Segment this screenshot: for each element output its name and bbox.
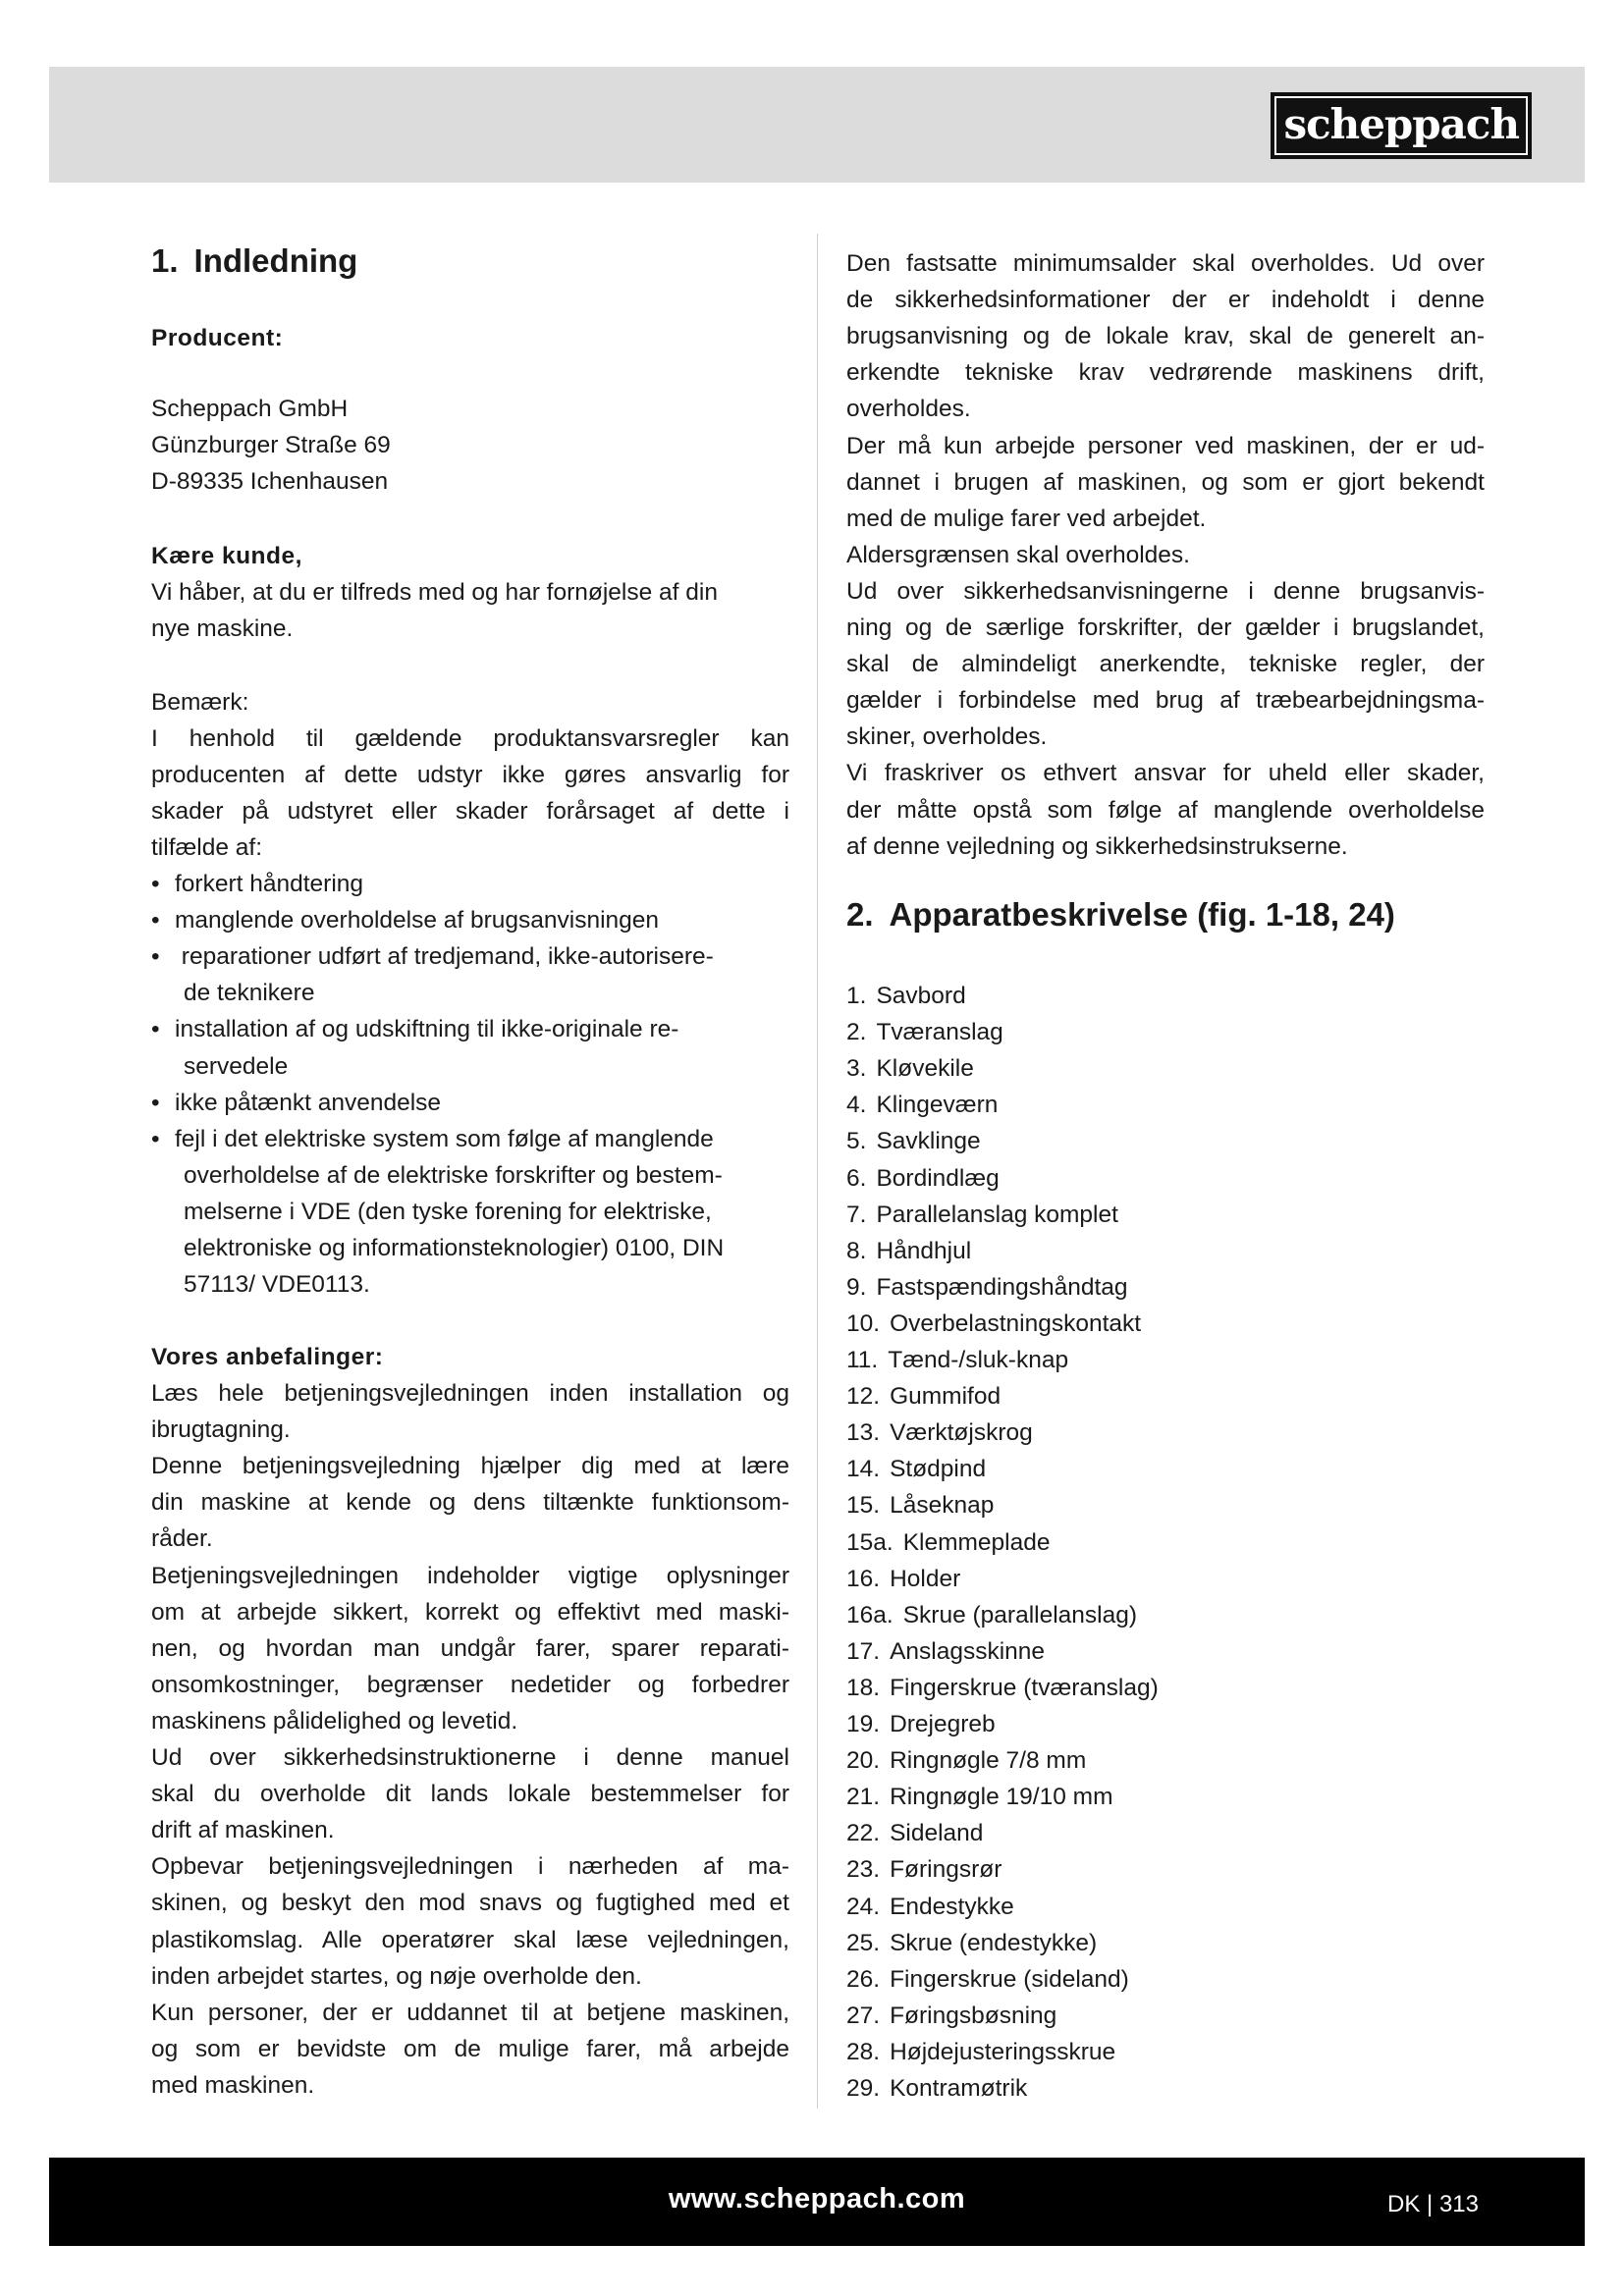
bullet-text: 57113/ VDE0113. [184,1271,370,1299]
recommendation-line: skinen, og beskyt den mod snavs og fugtighed med et [151,1890,789,1917]
recommendation-line: ibrugtagning. [151,1416,291,1444]
part-number: 8. [846,1237,867,1264]
recommendation-line: og som er bevidste om de mulige farer, må arbejde [151,2035,789,2062]
part-item [846,1961,1129,1998]
safety-line: gælder i forbindelse med brug af træbearbejdningsma- [846,687,1485,715]
part-item [846,1742,1086,1779]
bullet-continuation [151,1230,724,1266]
section-heading-2: 2. Apparatbeskrivelse (fig. 1-18, 24) [846,896,1395,933]
safety-line: der måtte opstå som følge af manglende overholdelse [846,796,1485,824]
part-name: Overbelastningskontakt [890,1309,1142,1337]
part-number: 2. [846,1019,867,1046]
part-name: Klemmeplade [902,1528,1051,1556]
bullet-text: installation af og udskiftning til ikke-originale re- [175,1016,679,1043]
recommendation-line: onsomkostninger, begrænser nedetider og forbedrer [151,1671,789,1698]
intro-line: nye maskine. [151,615,294,643]
recommendation-line: råder. [151,1525,213,1553]
bullet-text: servedele [184,1052,289,1080]
recommendation-line: nen, og hvordan man undgår farer, sparer reparati- [151,1634,789,1662]
part-number: 21. [846,1784,881,1811]
producer-label: Producent: [151,325,284,351]
part-number: 25. [846,1929,881,1956]
part-name: Fingerskrue (sideland) [890,1965,1129,1993]
safety-line: Ud over sikkerhedsanvisningerne i denne brugsanvis- [846,577,1485,605]
bullet-item [151,902,659,938]
part-item [846,1706,996,1742]
part-name: Skrue (endestykke) [890,1929,1098,1956]
part-name: Savbord [876,983,966,1009]
safety-line: ning og de særlige forskrifter, der gælder i brugslandet, [846,614,1485,641]
part-name: Anslagsskinne [890,1637,1046,1665]
part-number: 6. [846,1164,867,1192]
part-name: Drejegreb [890,1711,996,1737]
note-label: Bemærk: [151,689,249,716]
part-name: Kontramøtrik [890,2075,1028,2102]
part-name: Låseknap [890,1492,995,1520]
part-number: 19. [846,1711,881,1737]
safety-line: Vi fraskriver os ethvert ansvar for uheld eller skader, [846,760,1485,787]
part-item [846,1087,998,1123]
part-name: Føringsbøsning [890,2002,1057,2029]
bullet-continuation [151,975,314,1011]
safety-line: af denne vejledning og sikkerhedsinstrukserne. [846,832,1348,860]
part-name: Parallelanslag komplet [876,1201,1118,1228]
safety-line: brugsanvisning og de lokale krav, skal de generelt an- [846,323,1485,350]
part-number: 28. [846,2038,881,2065]
part-item [846,1451,986,1487]
bullet-item [151,1011,678,1047]
scheppach-logo: scheppach [1271,92,1532,159]
part-item [846,978,966,1014]
page-footer [49,2158,1585,2246]
section-heading-1: 1. Indledning [151,242,358,279]
address-line: Günzburger Straße 69 [151,432,391,459]
safety-line: overholdes. [846,396,971,423]
part-name: Fingerskrue (tværanslag) [890,1674,1159,1701]
recommendation-line: Læs hele betjeningsvejledningen inden installation og [151,1380,789,1407]
bullet-text: elektroniske og informationsteknologier) 0100, DIN [184,1235,725,1261]
part-number: 16. [846,1565,881,1592]
address-line: Scheppach GmbH [151,396,349,422]
safety-line: erkendte tekniske krav vedrørende maskinens drift, [846,359,1485,387]
bullet-continuation [151,1157,723,1194]
part-number: 18. [846,1674,881,1701]
bullet-text: ikke påtænkt anvendelse [175,1089,442,1116]
part-number: 17. [846,1637,881,1665]
part-number: 26. [846,1965,881,1993]
part-item [846,1487,994,1523]
part-name: Tværanslag [876,1019,1003,1046]
bullet-item [151,938,714,975]
part-number: 12. [846,1383,881,1411]
bullet-text: melserne i VDE (den tyske forening for elektriske, [184,1198,712,1225]
part-name: Gummifod [890,1383,1001,1411]
bullet-text: de teknikere [184,980,315,1007]
part-number: 10. [846,1309,881,1337]
part-item [846,1561,960,1597]
recommendation-line: Kun personer, der er uddannet til at betjene maskinen, [151,1999,789,2026]
part-item [846,1306,1141,1342]
part-number: 15. [846,1492,881,1520]
website-link[interactable]: www.scheppach.com [668,2183,966,2215]
part-number: 24. [846,1893,881,1920]
part-name: Klingeværn [876,1092,999,1119]
recommendation-line: drift af maskinen. [151,1817,335,1844]
part-number: 23. [846,1856,881,1884]
recommendation-line: plastikomslag. Alle operatører skal læse vejledningen, [151,1926,789,1953]
part-number: 29. [846,2075,881,2102]
note-line: skader på udstyret eller skader forårsaget af dette i [151,798,789,826]
part-number: 1. [846,983,867,1009]
greeting: Kære kunde, [151,543,302,569]
part-item [846,1524,1051,1561]
recommendation-line: inden arbejdet startes, og nøje overholde den. [151,1962,642,1990]
part-name: Håndhjul [876,1237,972,1264]
safety-line: med de mulige farer ved arbejdet. [846,505,1207,532]
part-name: Ringnøgle 7/8 mm [890,1747,1087,1775]
part-number: 16a. [846,1601,893,1629]
note-line: producenten af dette udstyr ikke gøres ansvarlig for [151,762,789,789]
bullet-icon: • [151,1016,160,1043]
bullet-text: manglende overholdelse af brugsanvisningen [175,907,660,934]
part-number: 14. [846,1456,881,1483]
part-item [846,1197,1118,1233]
part-number: 15a. [846,1528,893,1556]
part-name: Sideland [890,1820,984,1847]
part-number: 3. [846,1055,867,1083]
bullet-item [151,1121,714,1157]
part-number: 5. [846,1128,867,1155]
address-line: D-89335 Ichenhausen [151,468,389,496]
recommendation-line: din maskine at kende og dens tiltænkte funktionsom- [151,1489,789,1517]
recommendation-line: Denne betjeningsvejledning hjælper dig med at lære [151,1453,789,1480]
bullet-item [151,1085,441,1121]
safety-line: skiner, overholdes. [846,723,1048,751]
part-name: Bordindlæg [876,1164,1000,1192]
part-item [846,1160,1000,1197]
part-number: 9. [846,1273,867,1301]
page-header [49,67,1585,183]
part-name: Højdejusteringsskrue [890,2038,1116,2065]
part-item [846,1889,1014,1925]
recommendation-line: Ud over sikkerhedsinstruktionerne i denne manuel [151,1744,789,1771]
part-item [846,1670,1159,1706]
bullet-text: forkert håndtering [175,871,364,897]
part-item [846,1233,971,1269]
part-name: Endestykke [890,1893,1014,1920]
part-number: 4. [846,1092,867,1119]
bullet-item [151,866,363,902]
part-item [846,1815,983,1851]
note-line: I henhold til gældende produktansvarsregler kan [151,725,789,752]
recommendation-line: Betjeningsvejledningen indeholder vigtige oplysninger [151,1562,789,1589]
part-item [846,1779,1112,1815]
part-name: Kløvekile [876,1055,974,1083]
part-name: Stødpind [890,1456,987,1483]
bullet-icon: • [151,1089,160,1116]
bullet-continuation [151,1194,712,1230]
bullet-icon: • [151,1125,160,1152]
part-item [846,1633,1045,1670]
bullet-text: overholdelse af de elektriske forskrifter og bestem- [184,1161,723,1189]
part-name: Fastspændingshåndtag [876,1273,1128,1301]
part-name: Ringnøgle 19/10 mm [890,1784,1113,1811]
part-item [846,1378,1001,1415]
part-name: Savklinge [876,1128,981,1155]
part-item [846,1123,981,1159]
part-item [846,1415,1033,1451]
bullet-icon: • [151,871,160,897]
part-number: 13. [846,1419,881,1447]
part-number: 7. [846,1201,867,1228]
part-item [846,1597,1137,1633]
recommendation-line: med maskinen. [151,2071,315,2099]
part-item [846,1014,1003,1050]
bullet-continuation [151,1048,288,1085]
safety-line: Aldersgrænsen skal overholdes. [846,541,1190,568]
part-item [846,2034,1115,2070]
safety-line: Den fastsatte minimumsalder skal overholdes. Ud over [846,250,1485,277]
part-number: 20. [846,1747,881,1775]
recommendation-line: maskinens pålidelighed og levetid. [151,1707,518,1735]
bullet-text: reparationer udført af tredjemand, ikke-autorisere- [175,943,714,971]
safety-line: dannet i brugen af maskinen, og som er gjort bekendt [846,468,1485,496]
part-item [846,1342,1068,1378]
part-name: Værktøjskrog [890,1419,1033,1447]
intro-line: Vi håber, at du er tilfreds med og har fornøjelse af din [151,579,718,606]
part-name: Tænd-/sluk-knap [888,1347,1069,1373]
recommendation-line: skal du overholde dit lands lokale bestemmelser for [151,1781,789,1808]
part-item [846,1851,1001,1888]
column-divider [817,234,818,2109]
part-item [846,1998,1056,2034]
recommendation-line: Opbevar betjeningsvejledningen i nærheden af ma- [151,1853,789,1881]
part-number: 22. [846,1820,881,1847]
part-name: Skrue (parallelanslag) [902,1601,1138,1629]
recommendations-label: Vores anbefalinger: [151,1344,384,1370]
part-number: 27. [846,2002,881,2029]
note-line: tilfælde af: [151,834,263,862]
part-item [846,1925,1097,1961]
recommendation-line: om at arbejde sikkert, korrekt og effektivt med maski- [151,1598,789,1626]
page-number: DK | 313 [1387,2191,1479,2217]
safety-line: Der må kun arbejde personer ved maskinen, der er ud- [846,432,1485,459]
safety-line: de sikkerhedsinformationer der er indeholdt i denne [846,287,1485,314]
part-item [846,2070,1027,2107]
part-number: 11. [846,1347,879,1373]
bullet-continuation [151,1266,370,1303]
part-name: Holder [890,1565,961,1592]
part-item [846,1269,1128,1306]
bullet-icon: • [151,907,160,934]
bullet-icon: • [151,943,160,971]
part-name: Føringsrør [890,1856,1002,1884]
bullet-text: fejl i det elektriske system som følge af manglende [175,1125,714,1152]
part-item [846,1050,974,1087]
safety-line: skal de almindeligt anerkendte, tekniske regler, der [846,651,1485,678]
